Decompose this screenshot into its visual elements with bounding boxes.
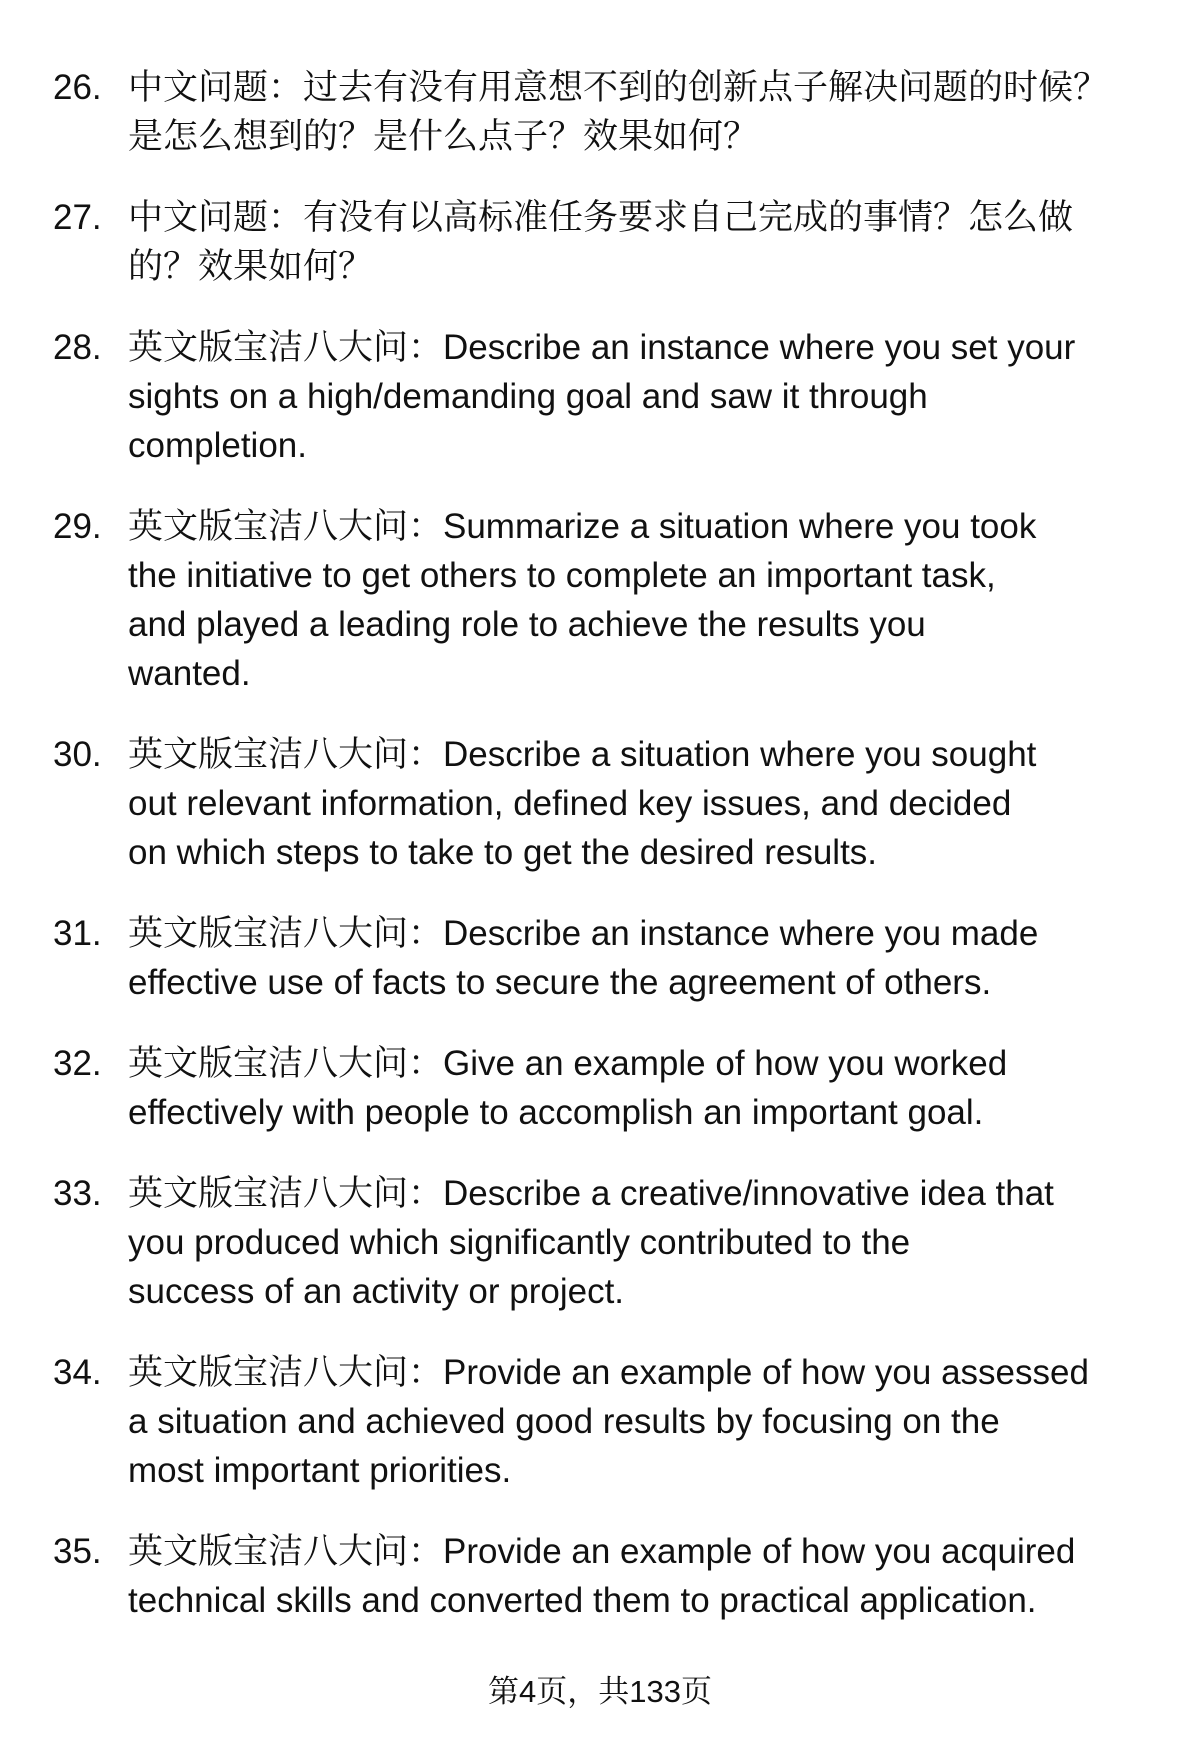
item-text-line: 是怎么想到的？是什么点子？效果如何？ bbox=[128, 117, 759, 156]
item-text-line: 中文问题：过去有没有用意想不到的创新点子解决问题的时候？ bbox=[128, 68, 1109, 107]
item-text-line: 英文版宝洁八大问：Provide an example of how you acquired bbox=[128, 1532, 1076, 1571]
item-text-line: effective use of facts to secure the agreement of others. bbox=[128, 963, 992, 1002]
item-text-line: 英文版宝洁八大问：Describe a situation where you sought bbox=[128, 735, 1037, 774]
list-item bbox=[0, 1348, 1200, 1495]
item-text-line: completion. bbox=[128, 426, 307, 465]
list-item bbox=[0, 63, 1200, 161]
item-text-line: success of an activity or project. bbox=[128, 1272, 625, 1311]
item-text-line: 英文版宝洁八大问：Give an example of how you worked bbox=[128, 1044, 1008, 1083]
item-number: 31. bbox=[53, 914, 102, 953]
item-text bbox=[128, 1348, 1200, 1495]
item-text bbox=[128, 909, 1200, 1007]
item-number: 30. bbox=[53, 735, 102, 774]
list-item bbox=[0, 193, 1200, 291]
item-text-line: effectively with people to accomplish an important goal. bbox=[128, 1093, 984, 1132]
item-text-line: most important priorities. bbox=[128, 1451, 512, 1490]
item-text-line: 英文版宝洁八大问：Summarize a situation where you took bbox=[128, 507, 1037, 546]
item-text-line: technical skills and converted them to practical application. bbox=[128, 1581, 1037, 1620]
item-number: 35. bbox=[53, 1532, 102, 1571]
item-text bbox=[128, 1169, 1200, 1316]
item-text-line: 英文版宝洁八大问：Describe a creative/innovative idea that bbox=[128, 1174, 1054, 1213]
list-item bbox=[0, 1169, 1200, 1316]
item-text-line: sights on a high/demanding goal and saw it through bbox=[128, 377, 928, 416]
item-text bbox=[128, 502, 1200, 698]
list-item bbox=[0, 1039, 1200, 1137]
item-text bbox=[128, 63, 1200, 161]
item-text-line: out relevant information, defined key issues, and decided bbox=[128, 784, 1012, 823]
item-number: 34. bbox=[53, 1353, 102, 1392]
item-text bbox=[128, 730, 1200, 877]
item-number: 32. bbox=[53, 1044, 102, 1083]
item-number: 27. bbox=[53, 198, 102, 237]
item-number: 33. bbox=[53, 1174, 102, 1213]
item-text bbox=[128, 1527, 1200, 1625]
item-text-line: 中文问题：有没有以高标准任务要求自己完成的事情？怎么做 bbox=[128, 198, 1074, 237]
item-text-line: and played a leading role to achieve the results you bbox=[128, 605, 926, 644]
item-number: 28. bbox=[53, 328, 102, 367]
list-item bbox=[0, 909, 1200, 1007]
item-text-line: wanted. bbox=[128, 654, 251, 693]
item-text-line: you produced which significantly contributed to the bbox=[128, 1223, 911, 1262]
item-text-line: 英文版宝洁八大问：Provide an example of how you assessed bbox=[128, 1353, 1089, 1392]
item-text bbox=[128, 193, 1200, 291]
item-text-line: 英文版宝洁八大问：Describe an instance where you set your bbox=[128, 328, 1076, 367]
item-number: 26. bbox=[53, 68, 102, 107]
item-text-line: 英文版宝洁八大问：Describe an instance where you made bbox=[128, 914, 1039, 953]
item-text-line: 的？效果如何？ bbox=[128, 247, 374, 286]
item-text-line: a situation and achieved good results by focusing on the bbox=[128, 1402, 1000, 1441]
item-number: 29. bbox=[53, 507, 102, 546]
list-item bbox=[0, 730, 1200, 877]
question-list bbox=[0, 63, 1200, 1657]
item-text-line: the initiative to get others to complete an important task, bbox=[128, 556, 996, 595]
list-item bbox=[0, 1527, 1200, 1625]
item-text bbox=[128, 1039, 1200, 1137]
page-number: 第4页，共133页 bbox=[488, 1674, 712, 1709]
item-text bbox=[128, 323, 1200, 470]
item-text-line: on which steps to take to get the desired results. bbox=[128, 833, 878, 872]
list-item bbox=[0, 323, 1200, 470]
list-item bbox=[0, 502, 1200, 698]
